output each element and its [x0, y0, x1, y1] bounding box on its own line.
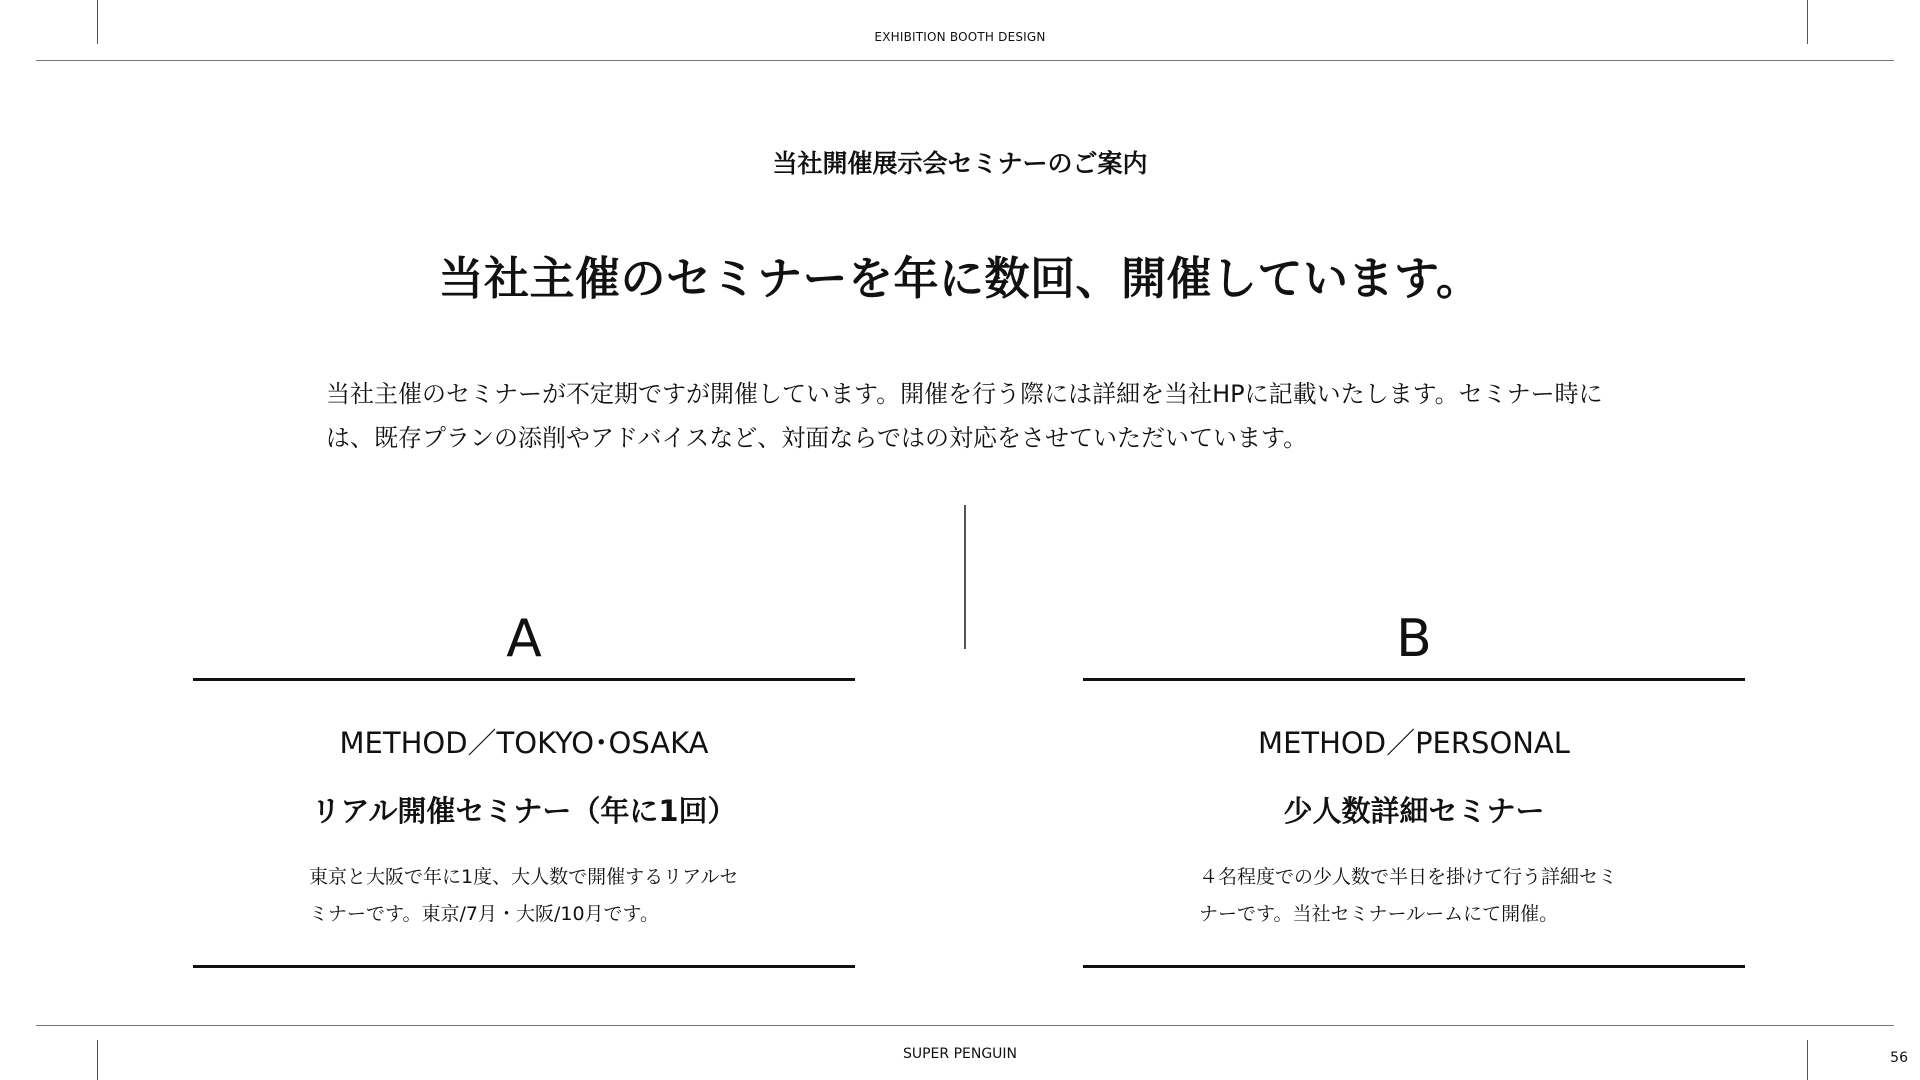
page-number: 56	[1890, 1050, 1908, 1066]
page-headline: 当社主催のセミナーを年に数回、開催しています。	[438, 252, 1482, 305]
header-title: EXHIBITION BOOTH DESIGN	[874, 30, 1046, 44]
footer-brand: SUPER PENGUIN	[902, 1046, 1018, 1062]
column-description: ４名程度での少人数で半日を掛けて行う詳細セミナーです。当社セミナールームにて開催。	[1199, 866, 1618, 925]
section-subtitle: 当社開催展示会セミナーのご案内	[772, 149, 1148, 178]
column-top-rule	[1083, 678, 1745, 681]
column-top-rule	[193, 678, 855, 681]
seminar-column-b	[1083, 600, 1745, 968]
footer-rule	[36, 1025, 1894, 1026]
column-bottom-rule	[193, 965, 855, 968]
column-title: 少人数詳細セミナー	[1283, 794, 1545, 828]
column-title: リアル開催セミナー（年に1回）	[311, 794, 737, 828]
header-rule	[36, 60, 1894, 61]
column-description: 東京と大阪で年に1度、大人数で開催するリアルセミナーです。東京/7月・大阪/10月です。	[309, 866, 739, 925]
column-bottom-rule	[1083, 965, 1745, 968]
intro-paragraph: 当社主催のセミナーが不定期ですが開催しています。開催を行う際には詳細を当社HPに記載いたします。セミナー時には、既存プランの添削やアドバイスなど、対面ならではの対応をさせていただいています。	[326, 380, 1603, 452]
column-letter: A	[506, 609, 542, 669]
seminar-column-a	[193, 600, 855, 968]
column-letter: B	[1396, 609, 1432, 669]
center-divider	[964, 505, 966, 649]
column-method: METHOD／PERSONAL	[1258, 726, 1570, 760]
column-method: METHOD／TOKYO･OSAKA	[339, 726, 709, 760]
